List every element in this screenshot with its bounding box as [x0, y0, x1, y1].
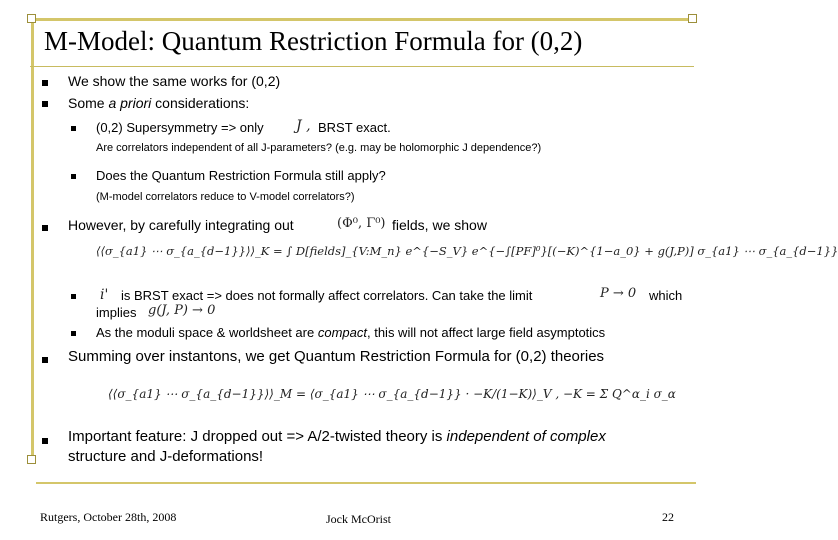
sub-bullet-1-text: (0,2) Supersymmetry => only: [96, 120, 264, 135]
bullet-4-text: Summing over instantons, we get Quantum Restriction Formula for (0,2) theories: [68, 348, 605, 365]
sub-bullet-1-text-end: BRST exact.: [318, 120, 391, 135]
sub-bullet-3-implies: implies: [96, 305, 137, 320]
bullet-marker: [42, 357, 48, 363]
sub-bullet-marker: [71, 174, 76, 179]
formula-quantum-restriction-derivation: ⟨⟨σ_{a1} ⋯ σ_{a_{d−1}}⟩⟩_K = ∫ D[fields]_{V:M_n} e^{−S_V} e^{−∫[PF]⁰}[(−K)^{1−a_0} + g(J,P)] σ_{a1} ⋯ σ_{a_{d−1}}: [96, 244, 838, 258]
bullet-marker: [42, 225, 48, 231]
bullet-3-text-end: fields, we show: [392, 217, 487, 233]
bullet-1-text: We show the same works for (0,2): [68, 73, 281, 89]
frame-corner-square-top-left: [27, 14, 36, 23]
formula-quantum-restriction-result: ⟨⟨σ_{a1} ⋯ σ_{a_{d−1}}⟩⟩_M = ⟨σ_{a1} ⋯ σ_{a_{d−1}} · −K/(1−K)⟩_V , −K = Σ Q^α_i σ_α: [108, 387, 676, 401]
footer-date: Rutgers, October 28th, 2008: [40, 510, 177, 524]
frame-left-line: [31, 18, 34, 458]
footer-divider: [36, 482, 696, 484]
sub-bullet-3-text: is BRST exact => does not formally affect correlators. Can take the limit: [121, 288, 533, 303]
bullet-marker: [42, 438, 48, 444]
frame-top-line: [30, 18, 692, 21]
sub-bullet-2-note: (M-model correlators reduce to V-model correlators?): [96, 191, 355, 203]
sub-bullet-marker: [71, 126, 76, 131]
slide-title: M-Model: Quantum Restriction Formula for (0,2): [44, 26, 583, 56]
sub-bullet-3-implies-math: g(J, P) → 0: [148, 303, 216, 318]
sub-bullet-1-math: J ,: [296, 118, 311, 134]
bullet-2-text: Some a priori considerations:: [68, 95, 250, 111]
sub-bullet-3-which: which: [649, 288, 683, 303]
page-number: 22: [662, 510, 674, 524]
bullet-marker: [42, 101, 48, 107]
footer-author: Jock McOrist: [326, 512, 391, 526]
bullet-3-text: However, by carefully integrating out: [68, 217, 294, 233]
bullet-5-text-line2: structure and J-deformations!: [68, 448, 264, 465]
bullet-5-text: Important feature: J dropped out => A/2-twisted theory is independent of complex: [68, 428, 606, 445]
frame-corner-square-top-right: [688, 14, 697, 23]
frame-corner-square-bottom-left: [27, 455, 36, 464]
sub-bullet-marker: [71, 294, 76, 299]
bullet-marker: [42, 80, 48, 86]
sub-bullet-4-text: As the moduli space & worldsheet are compact, this will not affect large field asymptotics: [96, 325, 606, 340]
sub-bullet-3-limit-math: P → 0: [600, 286, 637, 301]
sub-bullet-2-text: Does the Quantum Restriction Formula still apply?: [96, 168, 386, 183]
sub-bullet-3-math: i': [100, 287, 109, 303]
sub-bullet-1-note: Are correlators independent of all J-parameters? (e.g. may be holomorphic J dependence?): [96, 142, 542, 154]
title-divider: [30, 66, 694, 67]
bullet-3-math: (Φ⁰, Γ⁰): [337, 216, 386, 231]
sub-bullet-marker: [71, 331, 76, 336]
